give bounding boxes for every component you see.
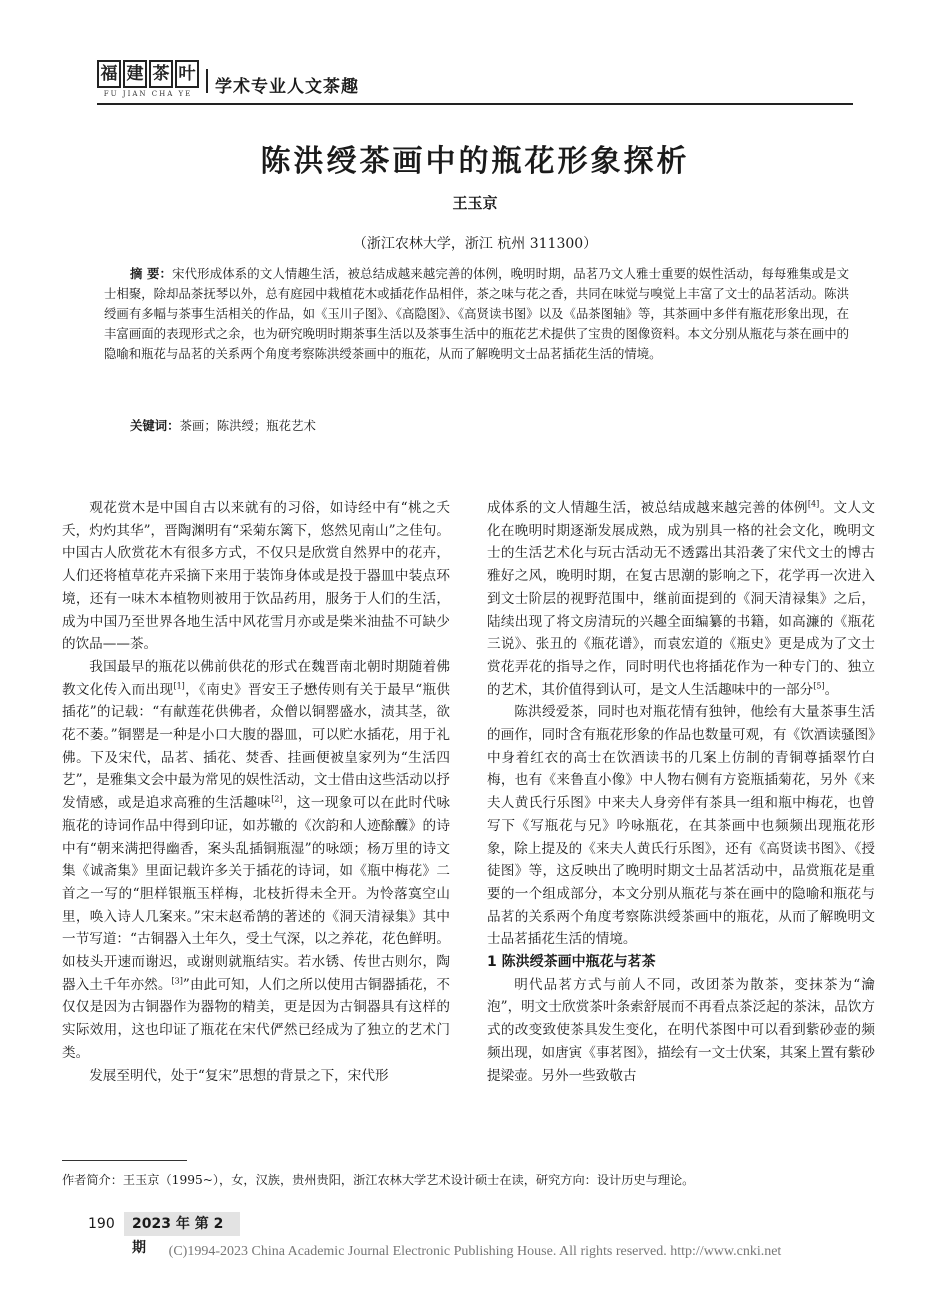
paragraph: 观花赏木是中国自古以来就有的习俗，如诗经中有“桃之夭夭，灼灼其华”，晋陶渊明有“采菊东篱下，悠然见南山”之佳句。中国古人欣赏花木有很多方式，不仅只是欣赏自然界中的花卉，人们还将植草花卉采摘下来用于装饰身体或是投于器皿中装点环境，还有一味木本植物则被用于饮品药用，服务于人们的生活，成为中国乃至世界各地生活中风花雪月亦或是柴米油盐不可缺少的饮品——茶。 [62, 500, 450, 653]
paragraph: 成体系的文人情趣生活，被总结成越来越完善的体例[4]。文人文化在晚明时期逐渐发展成熟，成为别具一格的社会文化，晚明文士的生活艺术化与玩古活动无不透露出其沿袭了宋代文士的博古雅好之风，晚明时期，在复古思潮的影响之下，花学再一次进入到文士阶层的视野范围中，继前面提到的《洞天清禄集》之后，陆续出现了将文房清玩的兴趣全面编纂的书籍，如高濂的《瓶花三说》、张丑的《瓶花谱》，而袁宏道的《瓶史》更是成为了文士赏花弄花的指导之作，同时明代也将插花作为一种专门的、独立的艺术，其价值得到认可，是文人生活趣味中的一部分[5]。 [487, 499, 876, 698]
paragraph: 发展至明代，处于“复宋”思想的背景之下，宋代形 [89, 1067, 389, 1084]
author-footnote: 作者简介：王玉京（1995~），女，汉族，贵州贵阳，浙江农林大学艺术设计硕士在读，研究方向：设计历史与理论。 [62, 1173, 695, 1187]
paragraph: 我国最早的瓶花以佛前供花的形式在魏晋南北朝时期随着佛教文化传入而出现[1]，《南史》晋安王子懋传则有关于最早“瓶供插花”的记载：“有献莲花供佛者，众僧以铜罂盛水，渍其茎，欲花不萎。”铜罂是一种是小口大腹的器皿，可以贮水插花，用于礼佛。下及宋代，品茗、插花、焚香、挂画便被皇家列为“生活四艺”，是雅集文会中最为常见的娱性活动，文士借由这些活动以抒发情感，或是追求高雅的生活趣味[2]，这一现象可以在此时代咏瓶花的诗词作品中得到印证，如苏辙的《次韵和人迹酴醾》的诗中有“朝来满把得幽香，案头乱插铜瓶湿”的咏颂；杨万里的诗文集《诚斋集》里面记载许多关于插花的诗词，如《瓶中梅花》二首之一写的“胆样银瓶玉样梅，北枝折得未全开。为怜落寞空山里，唤入诗人几案来。”宋末赵希鹄的著述的《洞天清禄集》其中一节写道：“古铜器入土年久，受土气深，以之养花，花色鲜明。如枝头开速而谢迟，或谢则就瓶结实。若水锈、传世古则尔，陶器入土千年亦然。[3]”由此可知，人们之所以使用古铜器插花，不仅仅是因为古铜器作为器物的精美，更是因为古铜器具有这样的实际效用，这也印证了瓶花在宋代俨然已经成为了独立的艺术门类。 [62, 658, 451, 1061]
citation-ref: [1] [173, 681, 185, 691]
keywords-label: 关键词： [130, 418, 180, 433]
author-affiliation: （浙江农林大学，浙江 杭州 311300） [352, 236, 598, 252]
abstract-text: 宋代形成体系的文人情趣生活，被总结成越来越完善的体例，晚明时期，品茗乃文人雅士重要的娱性活动，每每雅集或是文士相聚，除却品茶抚琴以外，总有庭园中栽植花木或插花作品相伴，茶之味与花之香，共同在味觉与嗅觉上丰富了文士的品茗活动。陈洪绶画有多幅与茶事生活相关的作品，如《玉川子图》、《高隐图》、《高贤读书图》以及《品茶图轴》等，其茶画中多伴有瓶花形象出现，在丰富画面的表现形式之余，也为研究晚明时期茶事生活以及茶事生活中的瓶花艺术提供了宝贵的图像资料。本文分别从瓶花与茶在画中的隐喻和瓶花与品茗的关系两个角度考察陈洪绶茶画中的瓶花，从而了解晚明文士品茗插花生活的情境。 [104, 266, 849, 361]
masthead-char-1: 福 [97, 60, 121, 88]
section-heading: 1 陈洪绶茶画中瓶花与茗茶 [487, 954, 656, 971]
citation-ref: [3] [171, 976, 183, 986]
page-number: 190 [88, 1216, 115, 1232]
article-title: 陈洪绶茶画中的瓶花形象探析 [260, 144, 690, 179]
citation-ref: [5] [813, 681, 825, 691]
citation-ref: [4] [807, 499, 820, 509]
paragraph: 明代品茗方式与前人不同，改团茶为散茶，变抹茶为“瀹泡”，明文士欣赏茶叶条索舒展而不再看点茶泛起的茶沫，品饮方式的改变致使茶具发生变化，在明代茶图中可以看到紫砂壶的频频出现，如唐寅《事茗图》，描绘有一文士伏案，其案上置有紫砂提梁壶。另外一些致敬古 [487, 976, 875, 1084]
masthead-char-2: 建 [123, 60, 147, 88]
masthead-char-3: 茶 [149, 60, 173, 88]
keywords [130, 416, 316, 434]
body-column-left [62, 497, 450, 1087]
abstract [104, 264, 849, 364]
header-separator [206, 69, 208, 93]
header-rule [97, 103, 853, 105]
copyright-notice: (C)1994-2023 China Academic Journal Electronic Publishing House. All rights reserved. http://www.cnki.net [168, 1244, 782, 1259]
citation-ref: [2] [271, 794, 283, 804]
header-tagline: 学术专业人文茶趣 [215, 77, 359, 97]
issue-label: 2023 年 第 2 期 [124, 1212, 240, 1236]
masthead-pinyin: FU JIAN CHA YE [103, 90, 193, 98]
abstract-label: 摘 要： [130, 266, 173, 281]
journal-masthead-logo [97, 60, 199, 100]
article-author: 王玉京 [452, 194, 498, 212]
footnote-rule [62, 1160, 187, 1161]
body-column-right [487, 497, 875, 1087]
paragraph: 陈洪绶爱茶，同时也对瓶花情有独钟，他绘有大量茶事生活的画作，同时含有瓶花形象的作品也数量可观，有《饮酒读骚图》中身着红衣的高士在饮酒读书的几案上仿制的青铜尊插翠竹白梅，也有《来鲁直小像》中人物右侧有方瓷瓶插菊花，另外《来夫人黄氏行乐图》中来夫人身旁伴有茶具一组和瓶中梅花，也曾写下《写瓶花与兄》吟咏瓶花，在其茶画中也频频出现瓶花形象，除上提及的《来夫人黄氏行乐图》，还有《高贤读书图》、《授徒图》等，这反映出了晚明时期文士品茗活动中，品赏瓶花是重要的一个组成部分，本文分别从瓶花与茶在画中的隐喻和瓶花与品茗的关系两个角度考察陈洪绶茶画中的瓶花，从而了解晚明文士品茗插花生活的情境。 [487, 704, 875, 948]
masthead-char-4: 叶 [175, 60, 199, 88]
keywords-text: 茶画；陈洪绶；瓶花艺术 [179, 418, 316, 433]
